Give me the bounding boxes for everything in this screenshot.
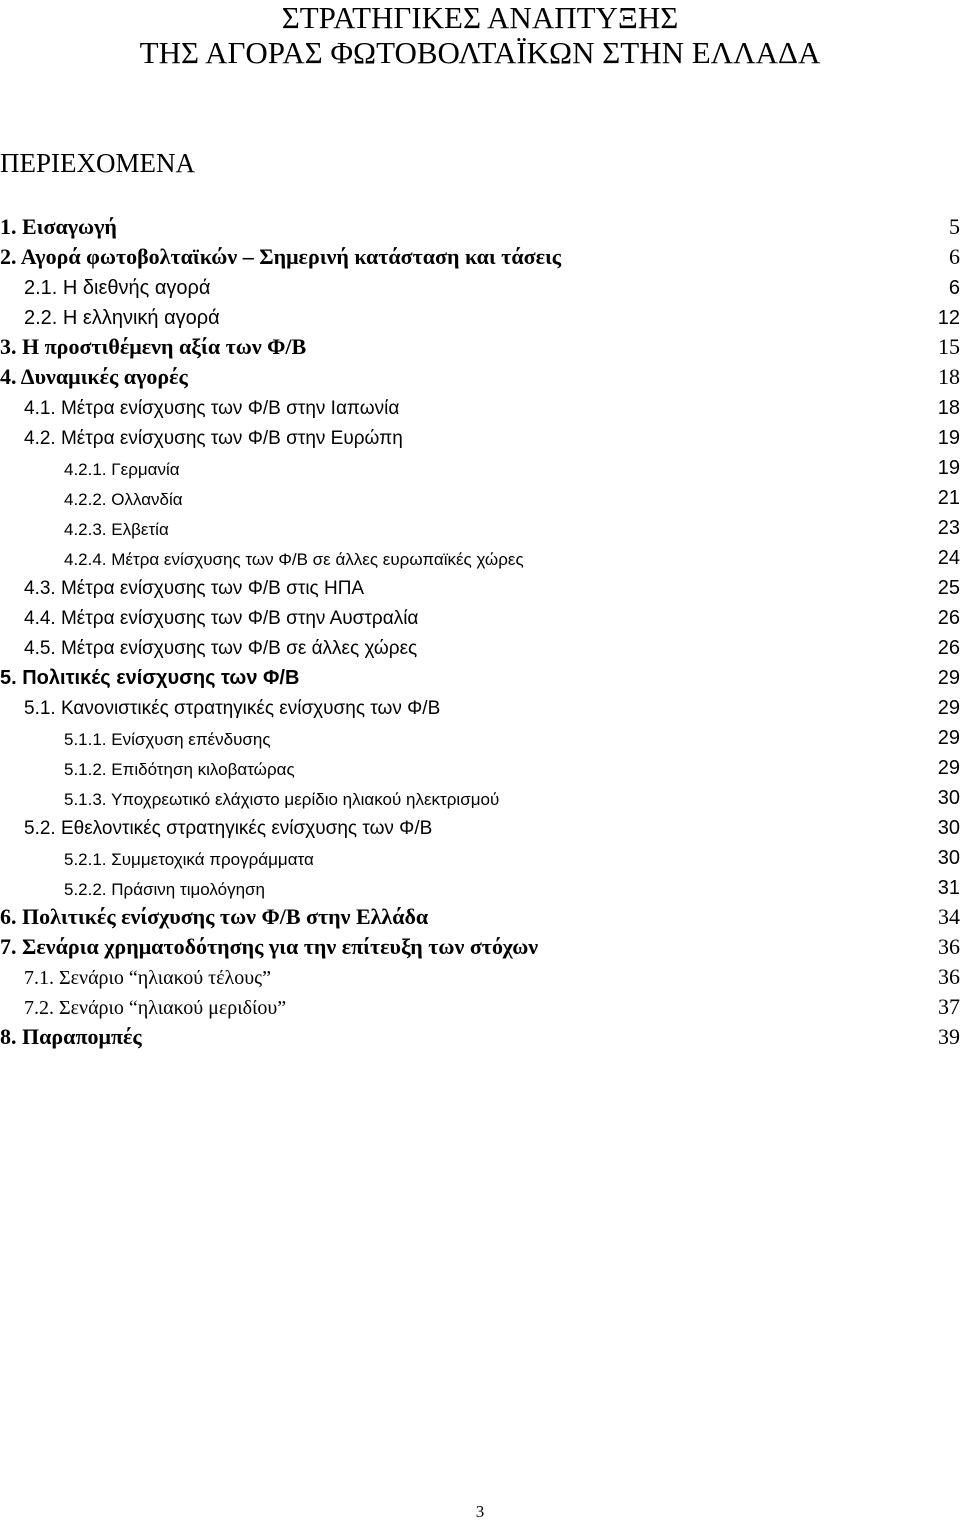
toc-entry[interactable] (0, 545, 960, 575)
toc-entry[interactable] (0, 995, 960, 1025)
toc-entry-label: 4.2.2. Ολλανδία (64, 490, 183, 509)
toc-entry-page: 30 (937, 787, 960, 809)
toc-entry-label: 7. Σενάρια χρηματοδότησης για την επίτευξη των στόχων (0, 934, 539, 959)
toc-entry-page: 26 (937, 607, 960, 629)
toc-entry-label: 4.2.3. Ελβετία (64, 520, 169, 539)
toc-entry-label: 5.1.2. Επιδότηση κιλοβατώρας (64, 760, 295, 779)
toc-entry[interactable] (0, 245, 960, 275)
toc-entry[interactable] (0, 875, 960, 905)
toc-entry-label: 2.1. Η διεθνής αγορά (24, 277, 211, 299)
toc-entry-label: 5.1.1. Ενίσχυση επένδυσης (64, 730, 271, 749)
toc-entry[interactable] (0, 215, 960, 245)
toc-heading: ΠΕΡΙΕΧΟΜΕΝΑ (0, 148, 195, 178)
toc-entry-label: 4.5. Μέτρα ενίσχυσης των Φ/Β σε άλλες χώρες (24, 638, 418, 659)
toc-entry-page: 26 (937, 637, 960, 659)
toc-entry-label: 5.1.3. Υποχρεωτικό ελάχιστο μερίδιο ηλιακού ηλεκτρισμού (64, 790, 500, 809)
toc-entry-label: 6. Πολιτικές ενίσχυσης των Φ/Β στην Ελλάδα (0, 904, 429, 929)
toc-entry[interactable] (0, 755, 960, 785)
toc-entry-label: 5.2. Εθελοντικές στρατηγικές ενίσχυσης των Φ/Β (24, 818, 433, 839)
toc-entry-label: 5.2.1. Συμμετοχικά προγράμματα (64, 850, 314, 869)
toc-entry[interactable] (0, 335, 960, 365)
toc-entry-page: 36 (938, 934, 960, 959)
toc-entry-label: 7.2. Σενάριο “ηλιακού μεριδίου” (24, 997, 287, 1019)
toc-entry-label: 2. Αγορά φωτοβολταϊκών – Σημερινή κατάσταση και τάσεις (0, 244, 562, 269)
toc-entry-label: 5.1. Κανονιστικές στρατηγικές ενίσχυσης των Φ/Β (24, 698, 441, 719)
toc-entry-label: 3. Η προστιθέμενη αξία των Φ/Β (0, 334, 307, 359)
toc-entry-label: 2.2. Η ελληνική αγορά (24, 307, 220, 329)
toc-entry-page: 19 (937, 457, 960, 479)
toc-entry[interactable] (0, 455, 960, 485)
toc-entry-label: 7.1. Σενάριο “ηλιακού τέλους” (24, 967, 271, 989)
toc-entry-page: 31 (937, 877, 960, 899)
toc-entry[interactable] (0, 425, 960, 455)
toc-entry-label: 4.1. Μέτρα ενίσχυσης των Φ/Β στην Ιαπωνία (24, 398, 400, 419)
toc-entry[interactable] (0, 845, 960, 875)
toc-entry-page: 15 (938, 334, 960, 359)
toc-entry-label: 1. Εισαγωγή (0, 214, 117, 239)
toc-entry[interactable] (0, 785, 960, 815)
document-title-line-2: ΤΗΣ ΑΓΟΡΑΣ ΦΩΤΟΒΟΛΤΑΪΚΩΝ ΣΤΗΝ ΕΛΛΑΔΑ (139, 35, 821, 70)
toc-entry-page: 25 (937, 577, 960, 599)
toc-entry[interactable] (0, 665, 960, 695)
toc-entry-page: 30 (937, 817, 960, 839)
toc-entry-page: 39 (938, 1024, 960, 1049)
toc-entry[interactable] (0, 1025, 960, 1055)
toc-entry-label: 4.3. Μέτρα ενίσχυσης των Φ/Β στις ΗΠΑ (24, 578, 365, 599)
toc-entry-label: 5.2.2. Πράσινη τιμολόγηση (64, 880, 265, 899)
toc-entry-page: 18 (938, 364, 960, 389)
toc-entry[interactable] (0, 515, 960, 545)
toc-entry[interactable] (0, 275, 960, 305)
toc-entry-page: 18 (937, 397, 960, 419)
toc-entry-label: 4.2.4. Μέτρα ενίσχυσης των Φ/Β σε άλλες ευρωπαϊκές χώρες (64, 550, 524, 569)
toc-entry[interactable] (0, 725, 960, 755)
toc-entry-page: 29 (937, 697, 960, 719)
table-of-contents (0, 215, 960, 1055)
toc-entry-page: 5 (949, 214, 960, 239)
toc-entry-page: 29 (937, 757, 960, 779)
toc-entry-label: 5. Πολιτικές ενίσχυσης των Φ/Β (0, 667, 300, 689)
toc-entry-label: 4.4. Μέτρα ενίσχυσης των Φ/Β στην Αυστραλία (24, 608, 419, 629)
toc-entry[interactable] (0, 485, 960, 515)
page-number: 3 (475, 1502, 485, 1521)
toc-entry-page: 12 (937, 307, 960, 329)
toc-entry-label: 8. Παραπομπές (0, 1024, 142, 1049)
document-title-line-1: ΣΤΡΑΤΗΓΙΚΕΣ ΑΝΑΠΤΥΞΗΣ (281, 0, 679, 35)
toc-entry-page: 37 (938, 994, 960, 1019)
toc-entry-page: 36 (938, 964, 960, 989)
toc-entry-page: 29 (937, 667, 960, 689)
toc-entry[interactable] (0, 695, 960, 725)
toc-entry[interactable] (0, 365, 960, 395)
toc-entry[interactable] (0, 935, 960, 965)
toc-entry[interactable] (0, 815, 960, 845)
toc-entry-page: 19 (937, 427, 960, 449)
toc-entry-page: 6 (949, 244, 960, 269)
toc-entry-page: 29 (937, 727, 960, 749)
toc-entry[interactable] (0, 965, 960, 995)
toc-entry[interactable] (0, 395, 960, 425)
toc-entry[interactable] (0, 605, 960, 635)
toc-entry-page: 21 (937, 487, 960, 509)
toc-entry-label: 4. Δυναμικές αγορές (0, 364, 188, 389)
toc-entry-page: 30 (937, 847, 960, 869)
toc-entry-label: 4.2.1. Γερμανία (64, 460, 180, 479)
toc-entry[interactable] (0, 575, 960, 605)
toc-entry-label: 4.2. Μέτρα ενίσχυσης των Φ/Β στην Ευρώπη (24, 428, 403, 449)
toc-entry-page: 24 (937, 547, 960, 569)
toc-entry[interactable] (0, 905, 960, 935)
toc-entry[interactable] (0, 305, 960, 335)
toc-entry-page: 6 (948, 277, 960, 299)
toc-entry-page: 23 (937, 517, 960, 539)
toc-entry[interactable] (0, 635, 960, 665)
toc-entry-page: 34 (938, 904, 960, 929)
